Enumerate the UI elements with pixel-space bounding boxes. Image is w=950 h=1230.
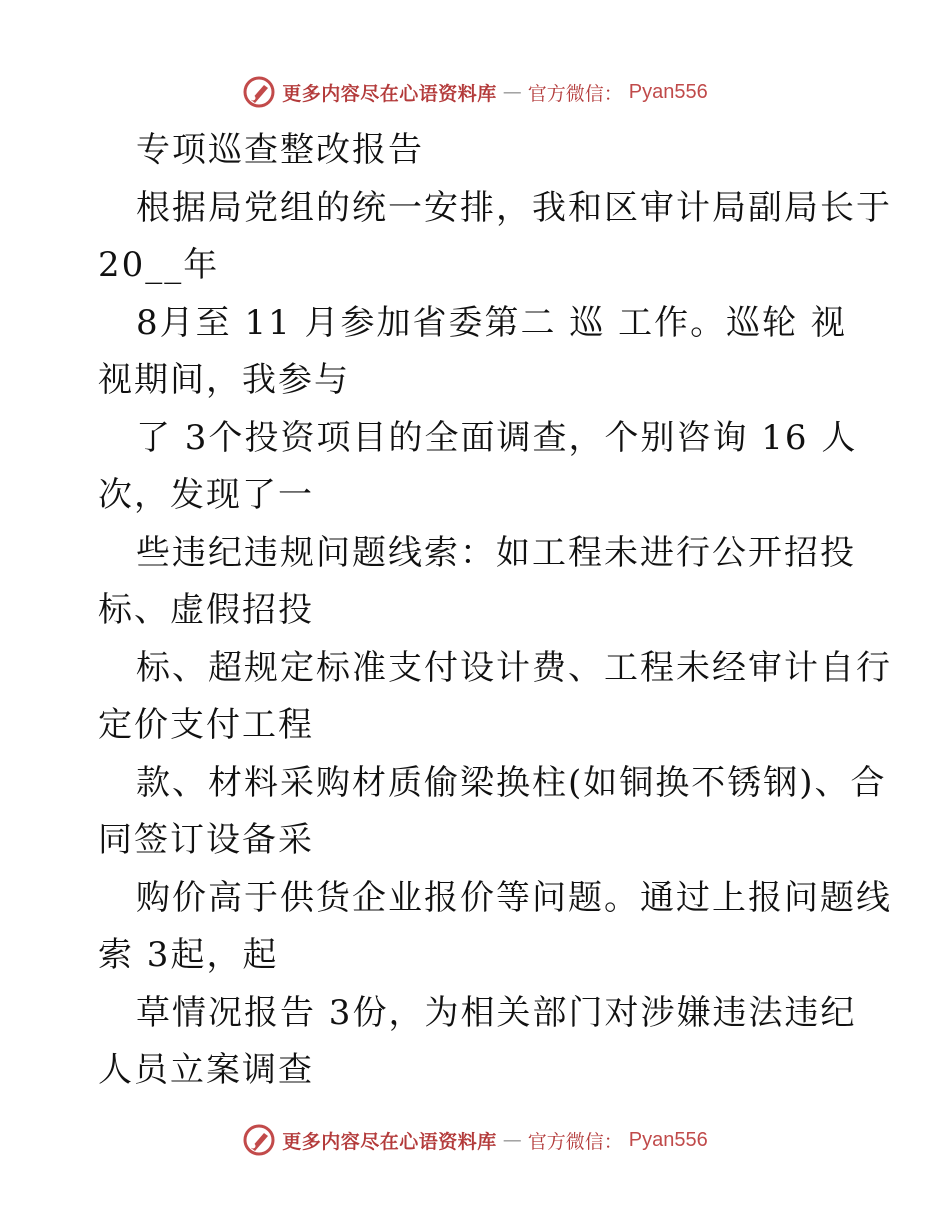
paragraph-line: 标、超规定标准支付设计费、工程未经审计自行	[136, 647, 892, 688]
paragraph-line: 款、材料采购材质偷梁换柱(如铜换不锈钢)、合	[136, 762, 887, 803]
watermark-separator: —	[502, 1129, 522, 1151]
paragraph-line: 标、虚假招投	[98, 590, 314, 630]
paragraph-line: 索 3起，起	[98, 935, 279, 975]
watermark-wechat-id: Pyan556	[628, 80, 708, 103]
document-body	[98, 122, 892, 1100]
paragraph-line: 了 3个投资项目的全面调查，个别咨询 16 人	[136, 417, 858, 458]
paragraph-line: 人员立案调查	[98, 1050, 314, 1090]
watermark-text: 更多内容尽在心语资料库	[282, 1130, 497, 1153]
watermark-suffix: 官方微信：	[527, 82, 623, 105]
watermark-wechat-id: Pyan556	[628, 1128, 708, 1151]
pen-logo-icon	[242, 75, 276, 109]
paragraph-line: 同签订设备采	[98, 820, 314, 860]
paragraph-line: 根据局党组的统一安排，我和区审计局副局长于	[136, 187, 892, 228]
paragraph-line: 些违纪违规问题线索：如工程未进行公开招投	[136, 532, 856, 573]
paragraph-line: 次，发现了一	[98, 475, 314, 515]
paragraph-line: 草情况报告 3份，为相关部门对涉嫌违法违纪	[136, 992, 857, 1033]
pen-logo-icon	[242, 1123, 276, 1157]
paragraph-line: 定价支付工程	[98, 705, 314, 745]
watermark-suffix: 官方微信：	[527, 1130, 623, 1153]
watermark-separator: —	[502, 81, 522, 103]
watermark-text: 更多内容尽在心语资料库	[282, 82, 497, 105]
header-watermark	[0, 72, 950, 112]
paragraph-line: 购价高于供货企业报价等问题。通过上报问题线	[136, 877, 892, 918]
paragraph-line: 8月至 11 月参加省委第二 巡 工作。巡轮 视	[136, 302, 847, 343]
footer-watermark	[0, 1120, 950, 1160]
paragraph-line: 视期间，我参与	[98, 360, 350, 400]
document-title: 专项巡查整改报告	[136, 130, 424, 170]
paragraph-line: 20__年	[98, 245, 220, 285]
